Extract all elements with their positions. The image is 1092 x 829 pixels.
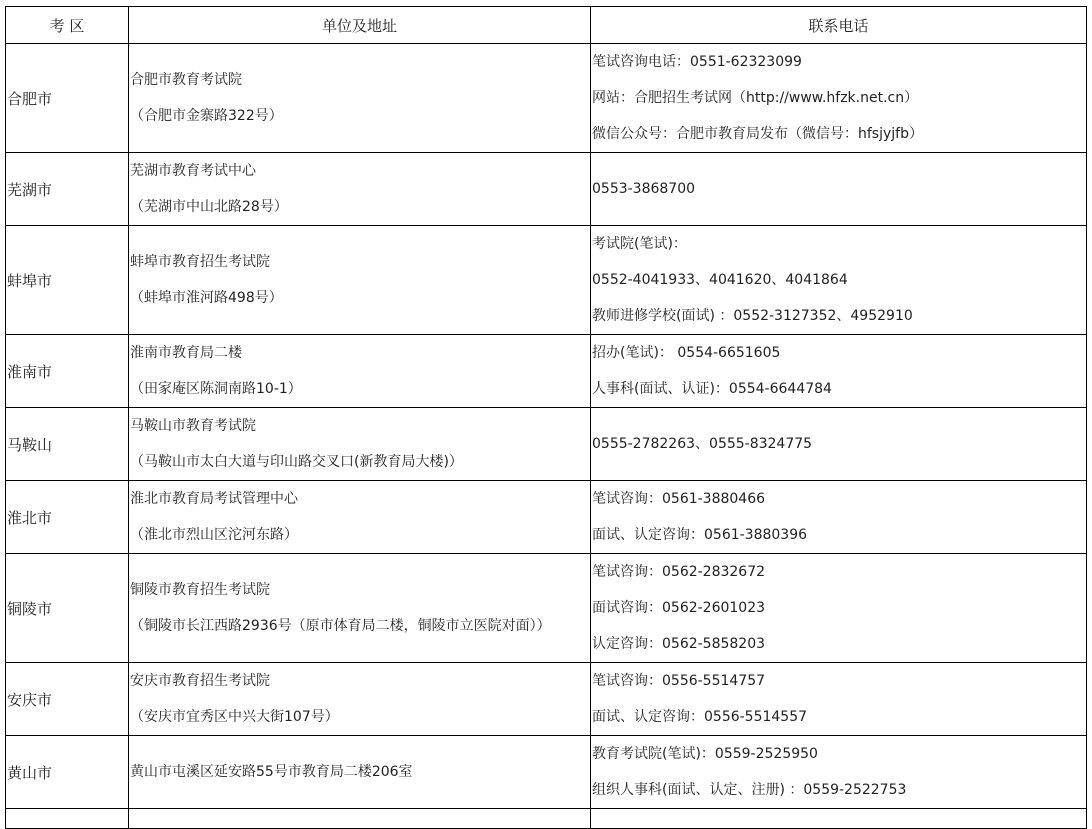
table-row xyxy=(6,481,1087,554)
table-row xyxy=(6,226,1087,335)
header-area: 考 区 xyxy=(6,7,129,44)
contact-line: 招办(笔试)： 0554-6651605 xyxy=(592,345,781,361)
contact-line: 0552-4041933、4041620、4041864 xyxy=(592,272,848,288)
unit-cell xyxy=(129,335,591,408)
contact-cell xyxy=(591,481,1087,554)
contact-line: 面试、认定咨询：0561-3880396 xyxy=(592,527,808,543)
unit-cell xyxy=(129,663,591,736)
unit-address: （蚌埠市淮河路498号） xyxy=(130,290,283,306)
unit-cell xyxy=(129,736,591,809)
contact-cell xyxy=(591,809,1087,829)
contact-line: 面试、认定咨询：0556-5514557 xyxy=(592,709,808,725)
area-cell: 黄山市 xyxy=(6,736,129,809)
table-row xyxy=(6,153,1087,226)
area-cell xyxy=(6,809,129,829)
contact-cell xyxy=(591,226,1087,335)
unit-cell xyxy=(129,408,591,481)
contact-cell xyxy=(591,335,1087,408)
table-row xyxy=(6,663,1087,736)
contact-line: 认定咨询：0562-5858203 xyxy=(592,636,766,652)
unit-address: （淮北市烈山区沱河东路） xyxy=(130,527,298,543)
contact-line: 笔试咨询：0556-5514757 xyxy=(592,673,766,689)
table-row xyxy=(6,335,1087,408)
table-row xyxy=(6,44,1087,153)
unit-address: 黄山市屯溪区延安路55号市教育局二楼206室 xyxy=(130,764,413,780)
contact-cell xyxy=(591,44,1087,153)
contact-line: 面试咨询：0562-2601023 xyxy=(592,600,766,616)
unit-address: （铜陵市长江西路2936号（原市体育局二楼，铜陵市立医院对面）） xyxy=(130,618,551,634)
contact-line: 教育考试院(笔试)：0559-2525950 xyxy=(592,746,818,762)
contact-line: 微信公众号：合肥市教育局发布（微信号：hfsjyjfb） xyxy=(592,126,923,142)
area-cell: 安庆市 xyxy=(6,663,129,736)
contact-line: 人事科(面试、认证)：0554-6644784 xyxy=(592,381,832,397)
exam-contact-table xyxy=(5,6,1087,829)
area-cell: 合肥市 xyxy=(6,44,129,153)
contact-cell xyxy=(591,736,1087,809)
unit-cell xyxy=(129,226,591,335)
unit-address: （田家庵区陈洞南路10-1） xyxy=(130,381,302,397)
area-cell: 马鞍山 xyxy=(6,408,129,481)
unit-name: 淮南市教育局二楼 xyxy=(130,345,242,361)
unit-cell xyxy=(129,554,591,663)
contact-cell xyxy=(591,554,1087,663)
contact-line: 网站：合肥招生考试网（http://www.hfzk.net.cn） xyxy=(592,90,919,106)
area-cell: 淮北市 xyxy=(6,481,129,554)
unit-address: （芜湖市中山北路28号） xyxy=(130,199,288,215)
table-row xyxy=(6,408,1087,481)
contact-line: 笔试咨询：0561-3880466 xyxy=(592,491,766,507)
unit-cell xyxy=(129,153,591,226)
unit-address: （安庆市宜秀区中兴大街107号） xyxy=(130,709,339,725)
contact-line: 笔试咨询：0562-2832672 xyxy=(592,564,766,580)
header-unit-address: 单位及地址 xyxy=(129,7,591,44)
unit-cell xyxy=(129,481,591,554)
contact-cell xyxy=(591,153,1087,226)
contact-line: 笔试咨询电话：0551-62323099 xyxy=(592,54,802,70)
area-cell: 铜陵市 xyxy=(6,554,129,663)
unit-name: 蚌埠市教育招生考试院 xyxy=(130,254,270,270)
contact-line: 考试院(笔试)： xyxy=(592,236,687,252)
unit-address: （合肥市金寨路322号） xyxy=(130,108,283,124)
contact-line: 教师进修学校(面试) ：0552-3127352、4952910 xyxy=(592,308,913,324)
area-cell: 蚌埠市 xyxy=(6,226,129,335)
unit-name: 马鞍山市教育考试院 xyxy=(130,418,256,434)
table-row xyxy=(6,809,1087,829)
unit-cell xyxy=(129,44,591,153)
unit-name: 淮北市教育局考试管理中心 xyxy=(130,491,298,507)
contact-line: 0555-2782263、0555-8324775 xyxy=(592,436,813,452)
header-contact-phone: 联系电话 xyxy=(591,7,1087,44)
unit-cell xyxy=(129,809,591,829)
area-cell: 芜湖市 xyxy=(6,153,129,226)
unit-address: （马鞍山市太白大道与印山路交叉口(新教育局大楼)） xyxy=(130,454,463,470)
area-cell: 淮南市 xyxy=(6,335,129,408)
table-row xyxy=(6,554,1087,663)
unit-name: 芜湖市教育考试中心 xyxy=(130,163,256,179)
unit-name: 安庆市教育招生考试院 xyxy=(130,673,270,689)
unit-name: 铜陵市教育招生考试院 xyxy=(130,582,270,598)
contact-cell xyxy=(591,408,1087,481)
contact-cell xyxy=(591,663,1087,736)
table-row xyxy=(6,736,1087,809)
table-header-row xyxy=(6,7,1087,44)
contact-line: 组织人事科(面试、认定、注册) ：0559-2522753 xyxy=(592,782,907,798)
contact-line: 0553-3868700 xyxy=(592,181,696,197)
unit-name: 合肥市教育考试院 xyxy=(130,72,242,88)
